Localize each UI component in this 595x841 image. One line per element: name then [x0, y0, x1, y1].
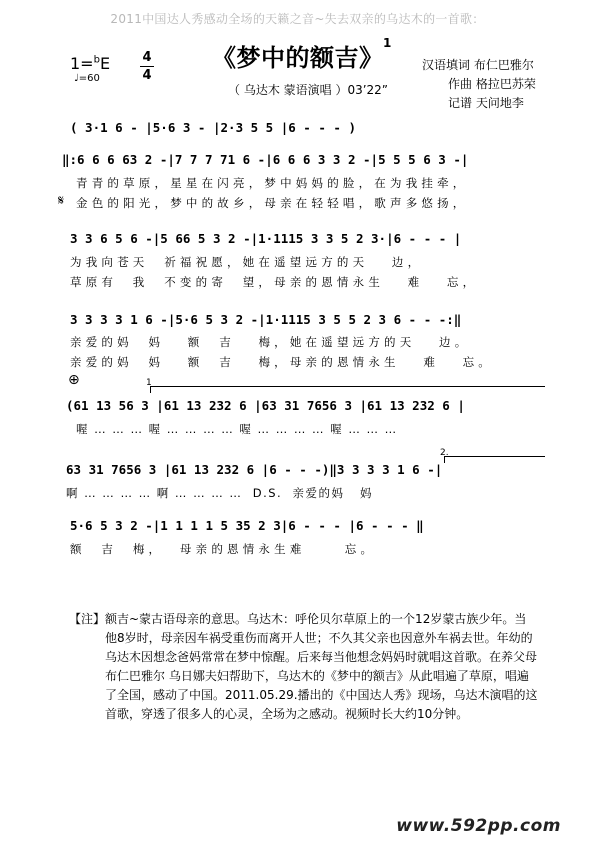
segno-mark: 𝄋 [58, 193, 65, 209]
website-watermark: www.592pp.com [396, 816, 561, 836]
top-banner: 2011中国达人秀感动全场的天籁之音~失去双亲的乌达木的一首歌： [110, 12, 485, 26]
singer-and-duration: （ 乌达木 蒙语演唱 ）03’22” [228, 83, 389, 97]
key-signature: 1=$^b$E [70, 54, 111, 73]
lyrics-line-6: 额 吉 梅， 母亲的恩情永生难 忘。 [70, 542, 377, 556]
footnote [69, 610, 538, 724]
score-line-4: (61 13 56 3 |61 13 232 6 |63 31 7656 3 |61 13 232 6 | [66, 398, 465, 413]
score-line-1: ‖:6 6 6 63 2 -|7 7 7 71 6 -|6 6 6 3 3 2 -|5 5 5 6 3 -| [62, 152, 469, 167]
footnote-label: 【注】 [69, 612, 106, 626]
score-line-2: 3 3 6 5 6 -|5 66 5 3 2 -|1·1115 3 3 5 2 3·|6 - - - | [70, 231, 462, 246]
second-ending-number: 2. [440, 448, 449, 458]
second-ending-bracket [444, 456, 545, 463]
first-ending-number: 1 [146, 378, 152, 388]
tempo-marking: ♩=60 [74, 73, 100, 84]
credit-transcriber: 记谱 天问地李 [448, 96, 524, 110]
credit-lyricist: 汉语填词 布仁巴雅尔 [422, 58, 534, 72]
lyrics-line-3a: 亲爱的妈 妈 额 吉 梅，她在遥望远方的天 边。 [70, 335, 471, 349]
lyrics-line-4: 喔 … … … 喔 … … … … 喔 … … … … 喔 … … … [76, 422, 398, 436]
lyrics-line-1a: 青青的草原，星星在闪亮，梦中妈妈的脸，在为我挂牵， [76, 176, 469, 190]
lyrics-line-2a: 为我向苍天 祈福祝愿，她在遥望远方的天 边， [70, 255, 424, 269]
coda-mark: ⊕ [68, 372, 80, 388]
score-line-3: 3 3 3 3 1 6 -|5·6 5 3 2 -|1·1115 3 5 5 2 3 6 - - -:‖ [70, 312, 462, 327]
song-title: 《梦中的额吉》 [212, 44, 384, 72]
score-line-5: 63 31 7656 3 |61 13 232 6 |6 - - -)‖3 3 3 3 1 6 -| [66, 462, 443, 477]
credit-composer: 作曲 格拉巴苏荣 [448, 77, 536, 91]
lyrics-line-3b: 亲爱的妈 妈 额 吉 梅，母亲的恩情永生 难 忘。 [70, 355, 494, 369]
score-line-intro: ( 3·1 6 - |5·6 3 - |2·3 5 5 |6 - - - ) [70, 120, 356, 135]
lyrics-line-5: 啊 … … … … 啊 … … … … D.S. 亲爱的妈 妈 [66, 486, 373, 500]
first-ending-bracket [150, 386, 545, 393]
score-line-6: 5·6 5 3 2 -|1 1 1 1 5 35 2 3|6 - - - |6 - - - ‖ [70, 518, 424, 533]
lyrics-line-2b: 草原有 我 不变的寄 望，母亲的恩情永生 难 忘， [70, 275, 479, 289]
title-footnote-mark: 1 [383, 36, 392, 50]
lyrics-line-1b: 金色的阳光，梦中的故乡，母亲在轻轻唱，歌声多悠扬， [76, 196, 469, 210]
footnote-text: 额吉~蒙古语母亲的意思。乌达木：呼伦贝尔草原上的一个12岁蒙古族少年。当他8岁时，母亲因车祸受重伤而离开人世；不久其父亲也因意外车祸去世。年幼的乌达木因想念爸妈常常在梦中惊醒。后来每当他想念妈妈时就唱这首歌。在养父母布仁巴雅尔 乌日娜夫妇帮助下，乌达木的《梦中的额吉》从此唱遍了草原，唱遍了全国，感动了中国。2011.05.29.播出的《中国达人秀》现场，乌达木演唱的这首歌，穿透了很多人的心灵，全场为之感动。视频时长大约10分钟。 [105, 612, 538, 721]
time-signature: 4 4 [140, 50, 154, 83]
